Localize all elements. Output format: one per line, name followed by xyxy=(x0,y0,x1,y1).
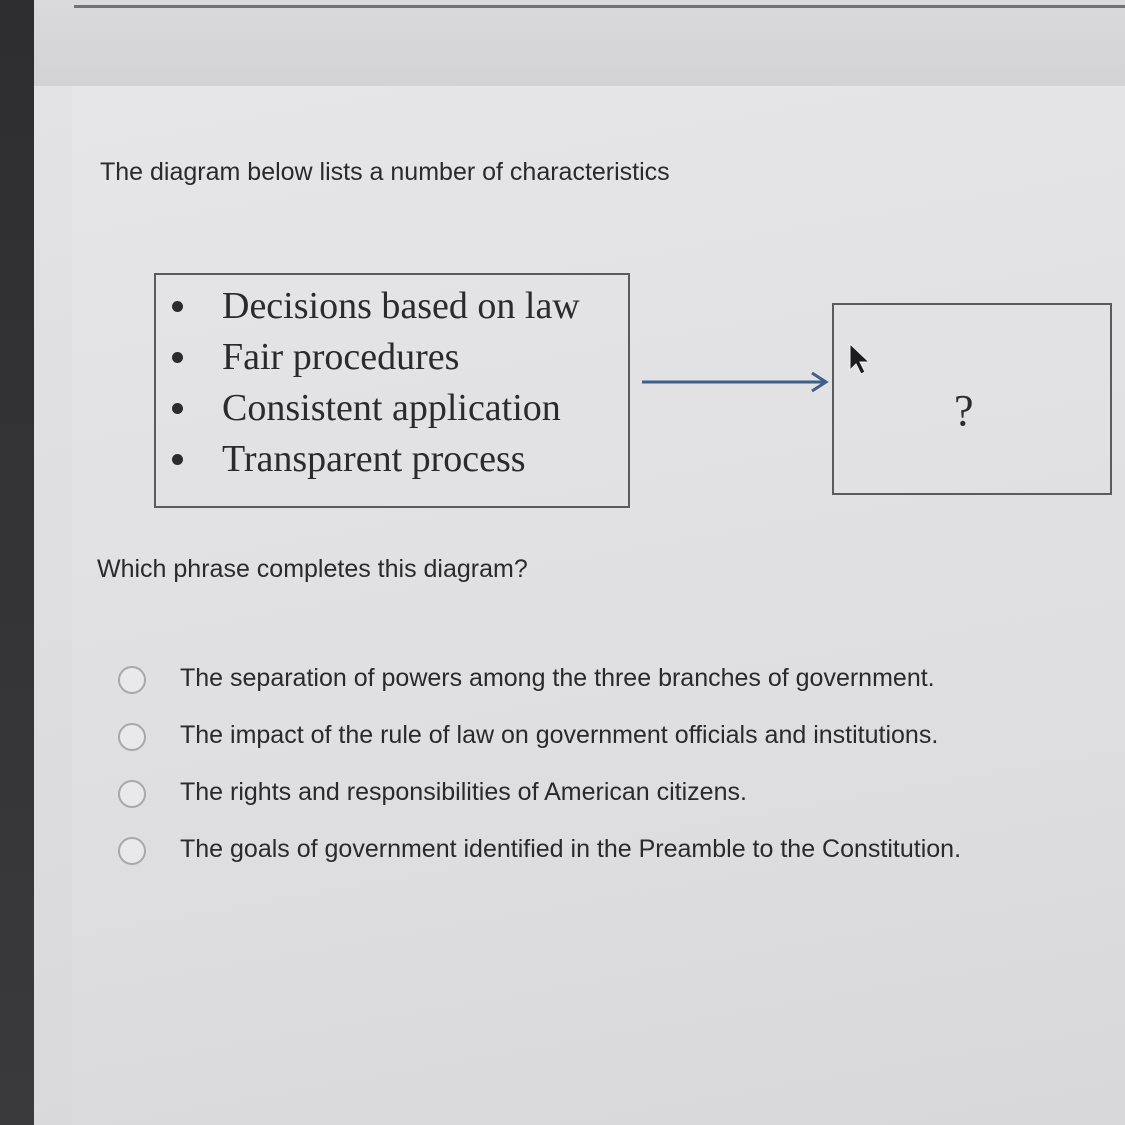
characteristic-label: Transparent process xyxy=(222,438,526,480)
top-divider-line xyxy=(74,5,1125,8)
characteristic-item xyxy=(156,332,580,383)
answer-option[interactable] xyxy=(118,774,1018,831)
question-text: Which phrase completes this diagram? xyxy=(97,555,528,583)
bullet-icon xyxy=(172,454,183,465)
characteristic-label: Consistent application xyxy=(222,387,561,429)
bullet-icon xyxy=(172,301,183,312)
screen xyxy=(34,0,1125,1125)
arrow-right-icon xyxy=(640,366,832,398)
radio-button[interactable] xyxy=(118,780,146,808)
option-label[interactable]: The rights and responsibilities of American citizens. xyxy=(180,778,747,806)
bullet-icon xyxy=(172,352,183,363)
question-prompt: The diagram below lists a number of characteristics xyxy=(100,158,670,186)
answer-option[interactable] xyxy=(118,717,1018,774)
characteristic-item xyxy=(156,434,580,485)
answer-option[interactable] xyxy=(118,831,1018,888)
characteristic-item xyxy=(156,281,580,332)
radio-button[interactable] xyxy=(118,837,146,865)
mouse-cursor-icon xyxy=(848,342,872,376)
radio-button[interactable] xyxy=(118,723,146,751)
characteristics-list xyxy=(156,281,580,485)
content-panel xyxy=(72,86,1125,1125)
bullet-icon xyxy=(172,403,183,414)
characteristic-label: Fair procedures xyxy=(222,336,460,378)
question-mark: ? xyxy=(954,386,974,435)
characteristic-label: Decisions based on law xyxy=(222,285,580,327)
option-label[interactable]: The goals of government identified in the Preamble to the Constitution. xyxy=(180,835,962,863)
option-label[interactable]: The separation of powers among the three branches of government. xyxy=(180,664,935,692)
radio-button[interactable] xyxy=(118,666,146,694)
top-header-strip xyxy=(34,0,1125,86)
answer-option[interactable] xyxy=(118,660,1018,717)
characteristic-item xyxy=(156,383,580,434)
characteristics-box xyxy=(154,273,630,508)
answer-box xyxy=(832,303,1112,495)
answer-options xyxy=(118,660,1018,888)
option-label[interactable]: The impact of the rule of law on government officials and institutions. xyxy=(180,721,939,749)
